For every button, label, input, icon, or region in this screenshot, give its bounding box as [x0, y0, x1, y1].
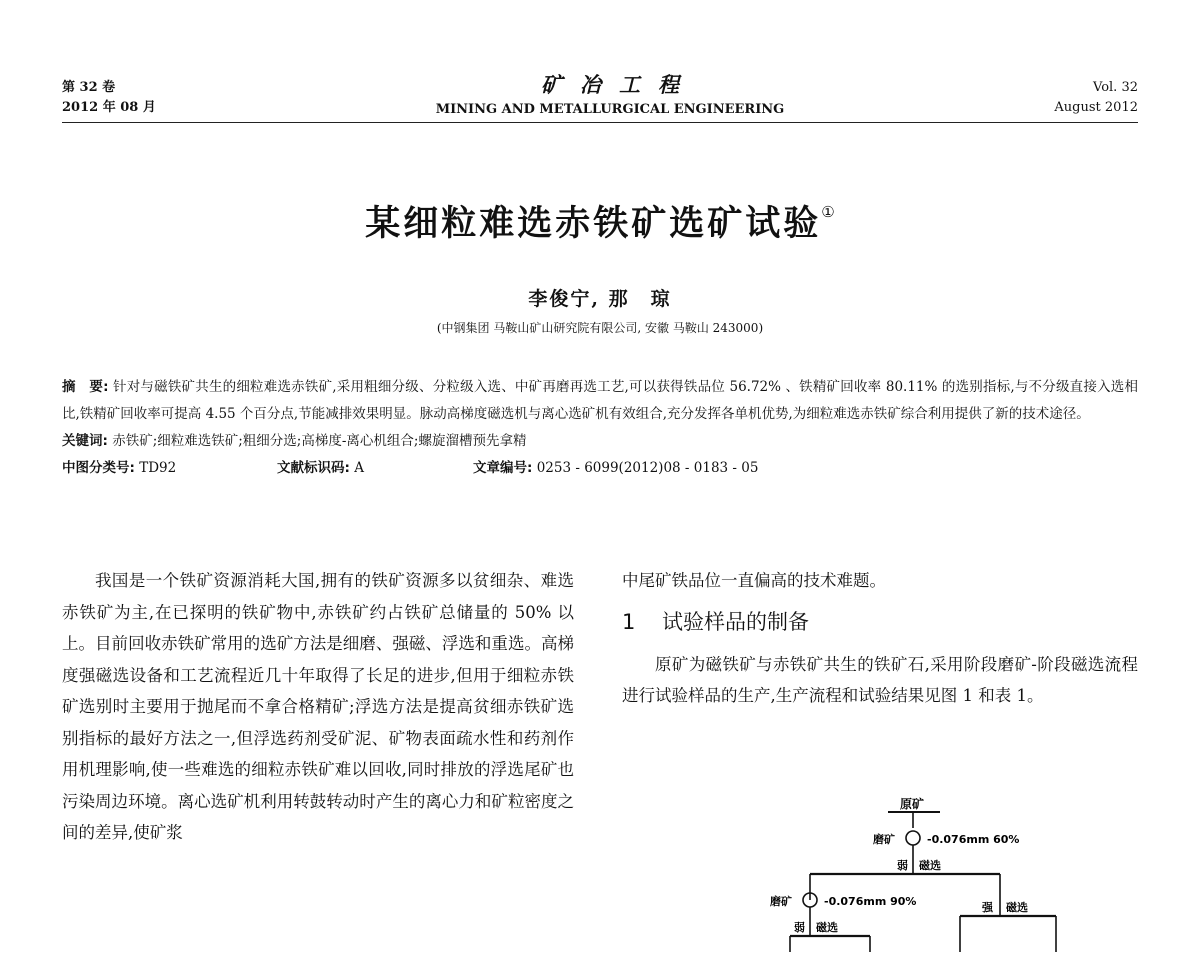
flowsheet-figure [770, 790, 1130, 956]
grind1-circle [906, 831, 920, 845]
doc-code-value: A [354, 460, 364, 476]
flowsheet-svg [770, 790, 1130, 952]
mag2-label: 磁选 [1006, 901, 1028, 914]
abstract-text: 针对与磁铁矿共生的细粒难选赤铁矿,采用粗细分级、分粒级入选、中矿再磨再选工艺,可以获得铁品位 56.72% 、铁精矿回收率 80.11% 的选别指标,与不分级直接入选相比,铁精矿回收率可提高 4.55 个百分点,节能减排效果明显。脉动高梯度磁选机与离心选矿机有效组合,充分发挥各单机优势,为细粒难选赤铁矿综合利用提供了新的技术途径。 [62, 379, 1138, 422]
grind2-label: 磨矿 [770, 895, 792, 908]
clc-label: 中图分类号: [62, 460, 135, 476]
section-heading [622, 607, 1138, 637]
grind1-label: 磨矿 [873, 833, 895, 846]
classification-line [62, 455, 1138, 482]
date-cn: 2012 年 08 月 [62, 100, 156, 115]
intro-paragraph: 我国是一个铁矿资源消耗大国,拥有的铁矿资源多以贫细杂、难选赤铁矿为主,在已探明的铁矿物中,赤铁矿约占铁矿总储量的 50% 以上。目前回收赤铁矿常用的选矿方法是细磨、强磁、浮选和重选。高梯度强磁选设备和工艺流程近几十年取得了长足的进步,但用于细粒赤铁矿选别时主要用于抛尾而不拿合格精矿;浮选方法是提高贫细赤铁矿选别指标的最好方法之一,但浮选药剂受矿泥、矿物表面疏水性和药剂作用机理影响,使一些难选的细粒赤铁矿难以回收,同时排放的浮选尾矿也污染周边环境。离心选矿机利用转鼓转动时产生的离心力和矿粒密度之间的差异,使矿浆 [62, 571, 574, 842]
mag3-weak: 弱 [794, 921, 805, 934]
mag3-label: 磁选 [816, 921, 838, 934]
article-no-value: 0253 - 6099(2012)08 - 0183 - 05 [536, 460, 759, 476]
left-column [62, 565, 574, 849]
abstract [62, 374, 1138, 428]
grind1-spec: -0.076mm 60% [927, 833, 1020, 846]
date-en: August 2012 [1054, 100, 1138, 115]
keywords-text: 赤铁矿;细粒难选铁矿;粗细分选;高梯度-离心机组合;螺旋溜槽预先拿精 [112, 433, 527, 449]
header-center [380, 72, 840, 120]
volume-en: Vol. 32 [1093, 80, 1138, 95]
section-number: 1 [622, 609, 636, 634]
right-column [622, 565, 1138, 712]
mag1-weak: 弱 [897, 859, 908, 872]
affiliation: (中钢集团 马鞍山矿山研究院有限公司, 安徽 马鞍山 243000) [436, 321, 764, 335]
title-footnote-mark: ① [821, 203, 835, 221]
journal-title-en: MINING AND METALLURGICAL ENGINEERING [435, 102, 785, 117]
section-paragraph: 原矿为磁铁矿与赤铁矿共生的铁矿石,采用阶段磨矿-阶段磁选流程进行试验样品的生产,生产流程和试验结果见图 1 和表 1。 [622, 654, 1138, 705]
abstract-label: 摘 要: [62, 379, 109, 395]
clc-value: TD92 [139, 460, 177, 476]
header-right [1054, 78, 1138, 118]
volume-cn: 第 32 卷 [62, 80, 116, 95]
mag2-strong: 强 [982, 901, 993, 914]
keywords-label: 关键词: [62, 433, 108, 449]
section-title: 试验样品的制备 [662, 609, 809, 634]
header-rule [62, 122, 1138, 123]
article-title [0, 196, 1200, 246]
keywords [62, 428, 1138, 455]
abstract-block [62, 374, 1138, 482]
doc-code-label: 文献标识码: [277, 460, 350, 476]
authors: 李俊宁, 那 琼 [528, 288, 672, 310]
raw-ore-label: 原矿 [900, 797, 925, 811]
grind2-spec: -0.076mm 90% [824, 895, 917, 908]
article-no-label: 文章编号: [473, 460, 533, 476]
intro-continuation: 中尾矿铁品位一直偏高的技术难题。 [622, 571, 886, 590]
journal-title-cn: 矿冶工程 [541, 72, 697, 97]
header-left [62, 78, 156, 118]
title-text: 某细粒难选赤铁矿选矿试验 [365, 204, 822, 244]
mag1-label: 磁选 [919, 859, 941, 872]
